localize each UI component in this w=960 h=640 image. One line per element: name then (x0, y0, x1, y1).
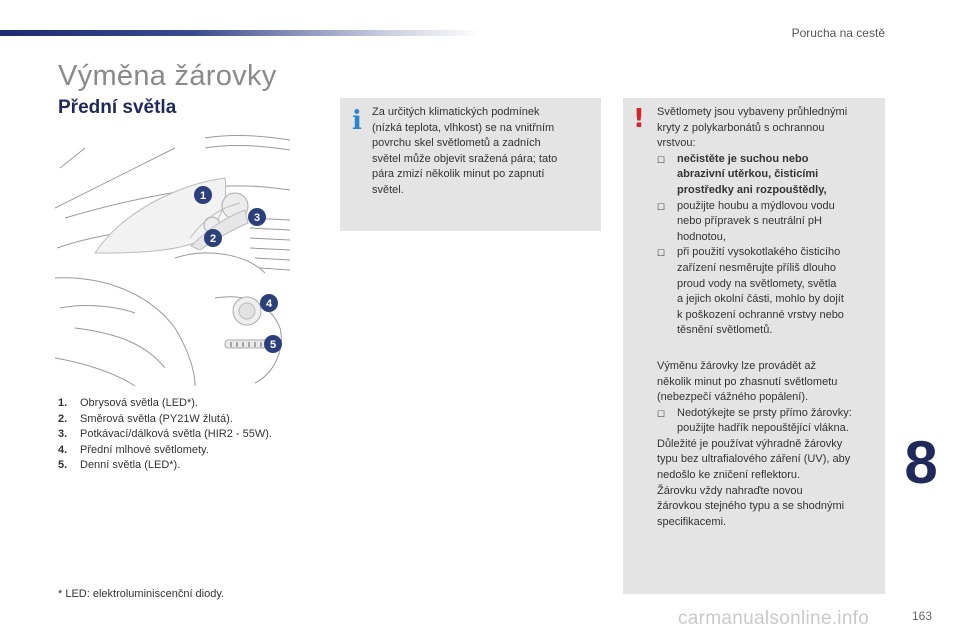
watermark: carmanualsonline.info (678, 608, 870, 629)
svg-text:3: 3 (253, 212, 261, 224)
warning-text: Světlomety jsou vybaveny průhlednými kryty z polykarbonátů s ochrannou vrstvou: ☐ nečistěte je suchou nebo abrazivní utěrkou, čisticími prostředky ani rozpouštědly, ☐ použijte houbu a mýdlovou vodu nebo přípravek s neutrální pH hodnotou, ☐ při použití vysokotlakého čisticího zařízení nesměrujte příliš dlouho proud vody na světlomety, světla a jejich okolní části, mohlo by dojít k poškození ochranné vrstvy nebo těsnění světlometů. Výměnu žárovky lze provádět až několik minut po zhasnutí světlometu (nebezpečí vážného popálení). ☐ Nedotýkejte se prsty přímo žárovky: použijte hadřík nepouštějící vlákna. Důležité je používat výhradně žárovky typu bez ultrafialového záření (UV), aby nedošlo ke zničení reflektoru. Žárovku vždy nahraďte novou žárovkou stejného typu a se shodnými specifikacemi. (657, 105, 879, 530)
info-text: Za určitých klimatických podmínek (nízká teplota, vlhkost) se na vnitřním povrchu skel světlometů a zadních světel může objevit sražená pára; tato pára zmizí několik minut po zapnutí světel. (372, 106, 558, 196)
front-lights-illustration (55, 128, 290, 386)
info-icon: i (352, 106, 362, 136)
legend-item: 3. Potkávací/dálková světla (HIR2 - 55W). (58, 428, 272, 441)
svg-text:4: 4 (265, 298, 273, 310)
warning-bullet: ☐ při použití vysokotlakého čisticího zařízení nesměrujte příliš dlouho proud vody na světlomety, světla a jejich okolní části, mohlo by dojít k poškození ochranné vrstvy nebo těsnění světlometů. (657, 246, 844, 337)
chapter-number: 8 (904, 429, 938, 496)
callout-5 (264, 335, 282, 353)
footnote: * LED: elektroluminiscenční diody. (58, 588, 225, 600)
legend-item: 4. Přední mlhové světlomety. (58, 443, 209, 456)
section-title: Porucha na cestě (791, 26, 885, 40)
svg-text:5: 5 (269, 339, 277, 351)
lights-legend (58, 396, 272, 474)
warning-bullet: ☐ použijte houbu a mýdlovou vodu nebo přípravek s neutrální pH hodnotou, (657, 199, 835, 243)
page-number: 163 (912, 609, 933, 623)
callout-1 (194, 186, 212, 204)
warning-icon: ! (633, 104, 645, 134)
svg-text:2: 2 (209, 233, 217, 245)
page-subtitle: Přední světla (58, 97, 177, 118)
header-bar (0, 30, 480, 36)
warning-box (623, 98, 885, 594)
page-title: Výměna žárovky (58, 60, 277, 92)
info-box (340, 98, 601, 231)
legend-item: 5. Denní světla (LED*). (58, 459, 181, 472)
warning-bullet: ☐ Nedotýkejte se prsty přímo žárovky: použijte hadřík nepouštějící vlákna. (657, 406, 852, 435)
legend-item: 1. Obrysová světla (LED*). (58, 397, 198, 409)
callout-2 (204, 229, 222, 247)
callout-3 (248, 208, 266, 226)
legend-item: 2. Směrová světla (PY21W žlutá). (58, 412, 233, 425)
svg-text:1: 1 (199, 190, 207, 202)
warning-bullet: ☐ nečistěte je suchou nebo abrazivní utěrkou, čisticími prostředky ani rozpouštědly, (657, 152, 827, 196)
callout-4 (260, 294, 278, 312)
